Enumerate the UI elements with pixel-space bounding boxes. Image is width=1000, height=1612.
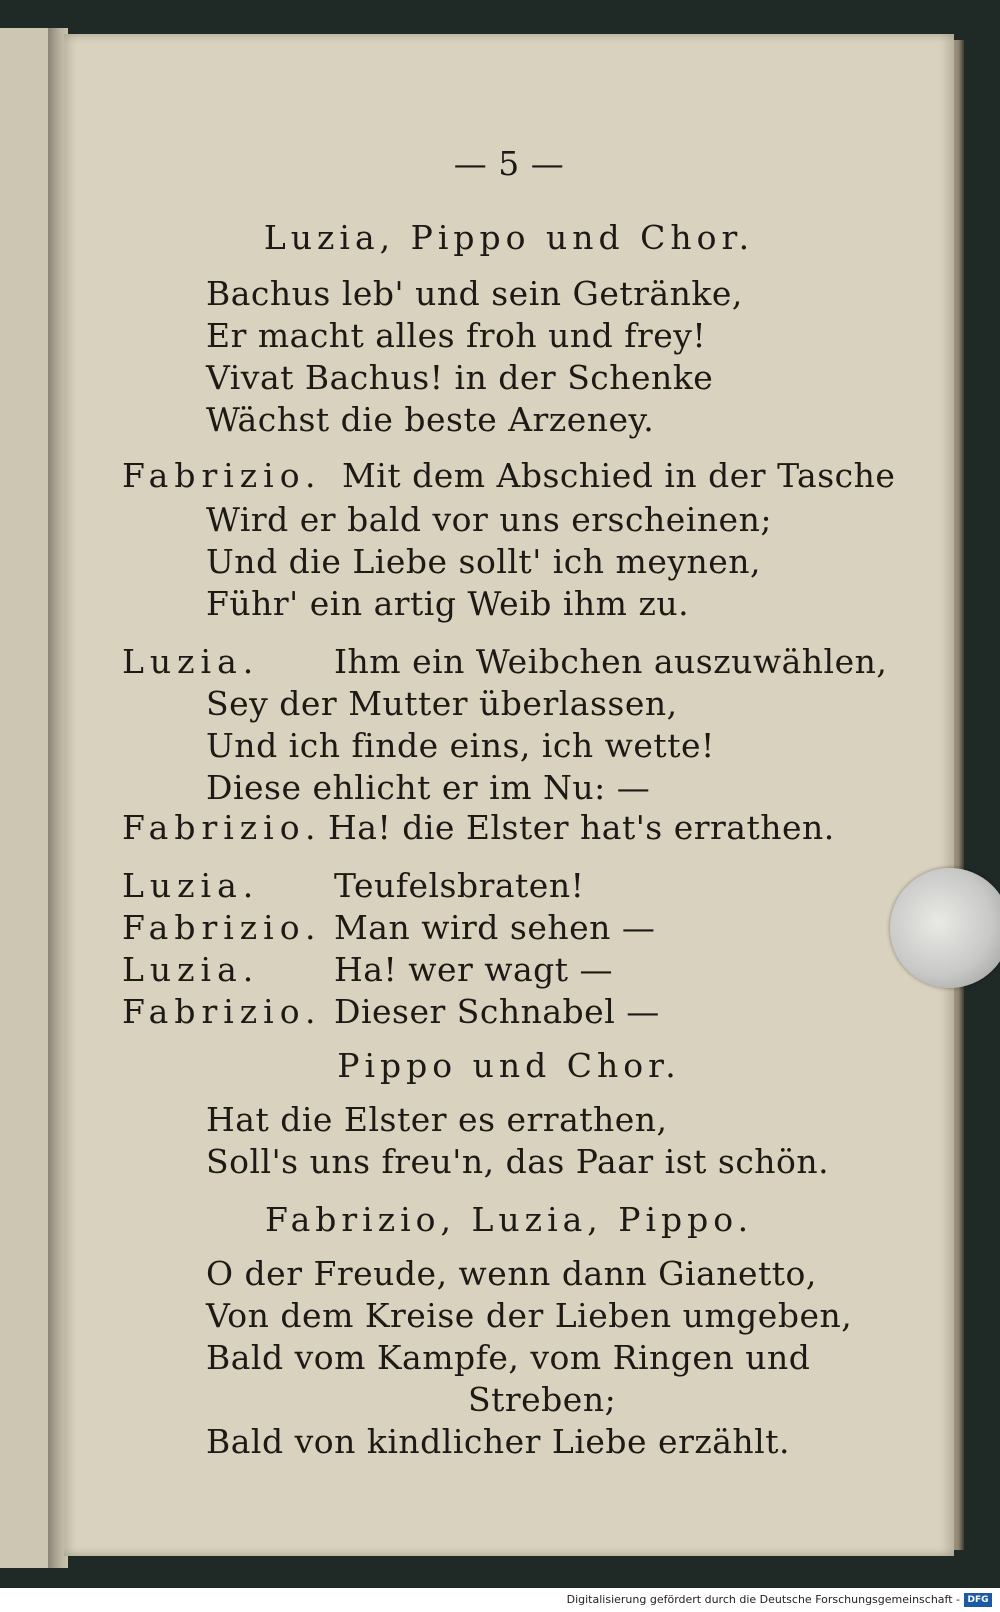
verse-line: Ha! wer wagt — bbox=[334, 950, 614, 989]
speaker-fabrizio: Fabrizio. bbox=[122, 808, 322, 847]
verse-line: Bald von kindlicher Liebe erzählt. bbox=[206, 1422, 790, 1461]
verse-line: Ihm ein Weibchen auszuwählen, bbox=[334, 642, 888, 681]
verse-line: Und die Liebe sollt' ich meynen, bbox=[206, 542, 762, 581]
verse-line: Bachus leb' und sein Getränke, bbox=[206, 274, 743, 313]
verse-line: Sey der Mutter überlassen, bbox=[206, 684, 678, 723]
dfg-logo: DFG bbox=[964, 1593, 992, 1607]
verse-line: Er macht alles froh und frey! bbox=[206, 316, 707, 355]
verse-line: Wird er bald vor uns erscheinen; bbox=[206, 500, 772, 539]
verse-line: Streben; bbox=[468, 1380, 617, 1419]
verse-line: Wächst die beste Arzeney. bbox=[206, 400, 655, 439]
verse-line: Soll's uns freu'n, das Paar ist schön. bbox=[206, 1142, 830, 1181]
speaker-fabrizio: Fabrizio. bbox=[122, 456, 322, 495]
speaker-luzia: Luzia. bbox=[122, 950, 260, 989]
heading-fabrizio-luzia-pippo: Fabrizio, Luzia, Pippo. bbox=[264, 1200, 754, 1239]
verse-line: Und ich finde eins, ich wette! bbox=[206, 726, 715, 765]
verse-line: Dieser Schnabel — bbox=[334, 992, 660, 1031]
verse-line: Teufelsbraten! bbox=[334, 866, 585, 905]
verse-line: O der Freude, wenn dann Gianetto, bbox=[206, 1254, 817, 1293]
verse-line: Man wird sehen — bbox=[334, 908, 656, 947]
book-page bbox=[64, 34, 954, 1556]
digitization-footer bbox=[0, 1588, 1000, 1612]
speaker-fabrizio: Fabrizio. bbox=[122, 992, 322, 1031]
verse-line: Von dem Kreise der Lieben umgeben, bbox=[206, 1296, 853, 1335]
page-clip bbox=[890, 868, 1000, 988]
verse-line: Führ' ein artig Weib ihm zu. bbox=[206, 584, 690, 623]
speaker-luzia: Luzia. bbox=[122, 642, 260, 681]
speaker-fabrizio: Fabrizio. bbox=[122, 908, 322, 947]
verse-line: Hat die Elster es errathen, bbox=[206, 1100, 668, 1139]
footer-text: Digitalisierung gefördert durch die Deutsche Forschungsgemeinschaft - bbox=[566, 1593, 960, 1606]
verse-line: Mit dem Abschied in der Tasche bbox=[342, 456, 896, 495]
speaker-luzia: Luzia. bbox=[122, 866, 260, 905]
heading-pippo-chor: Pippo und Chor. bbox=[337, 1046, 681, 1085]
verse-line: Vivat Bachus! in der Schenke bbox=[206, 358, 714, 397]
heading-luzia-pippo-chor: Luzia, Pippo und Chor. bbox=[263, 218, 755, 257]
page-number: — 5 — bbox=[453, 144, 565, 183]
verse-line: Ha! die Elster hat's errathen. bbox=[328, 808, 835, 847]
verse-line: Bald vom Kampfe, vom Ringen und bbox=[206, 1338, 811, 1377]
verse-line: Diese ehlicht er im Nu: — bbox=[206, 768, 651, 807]
